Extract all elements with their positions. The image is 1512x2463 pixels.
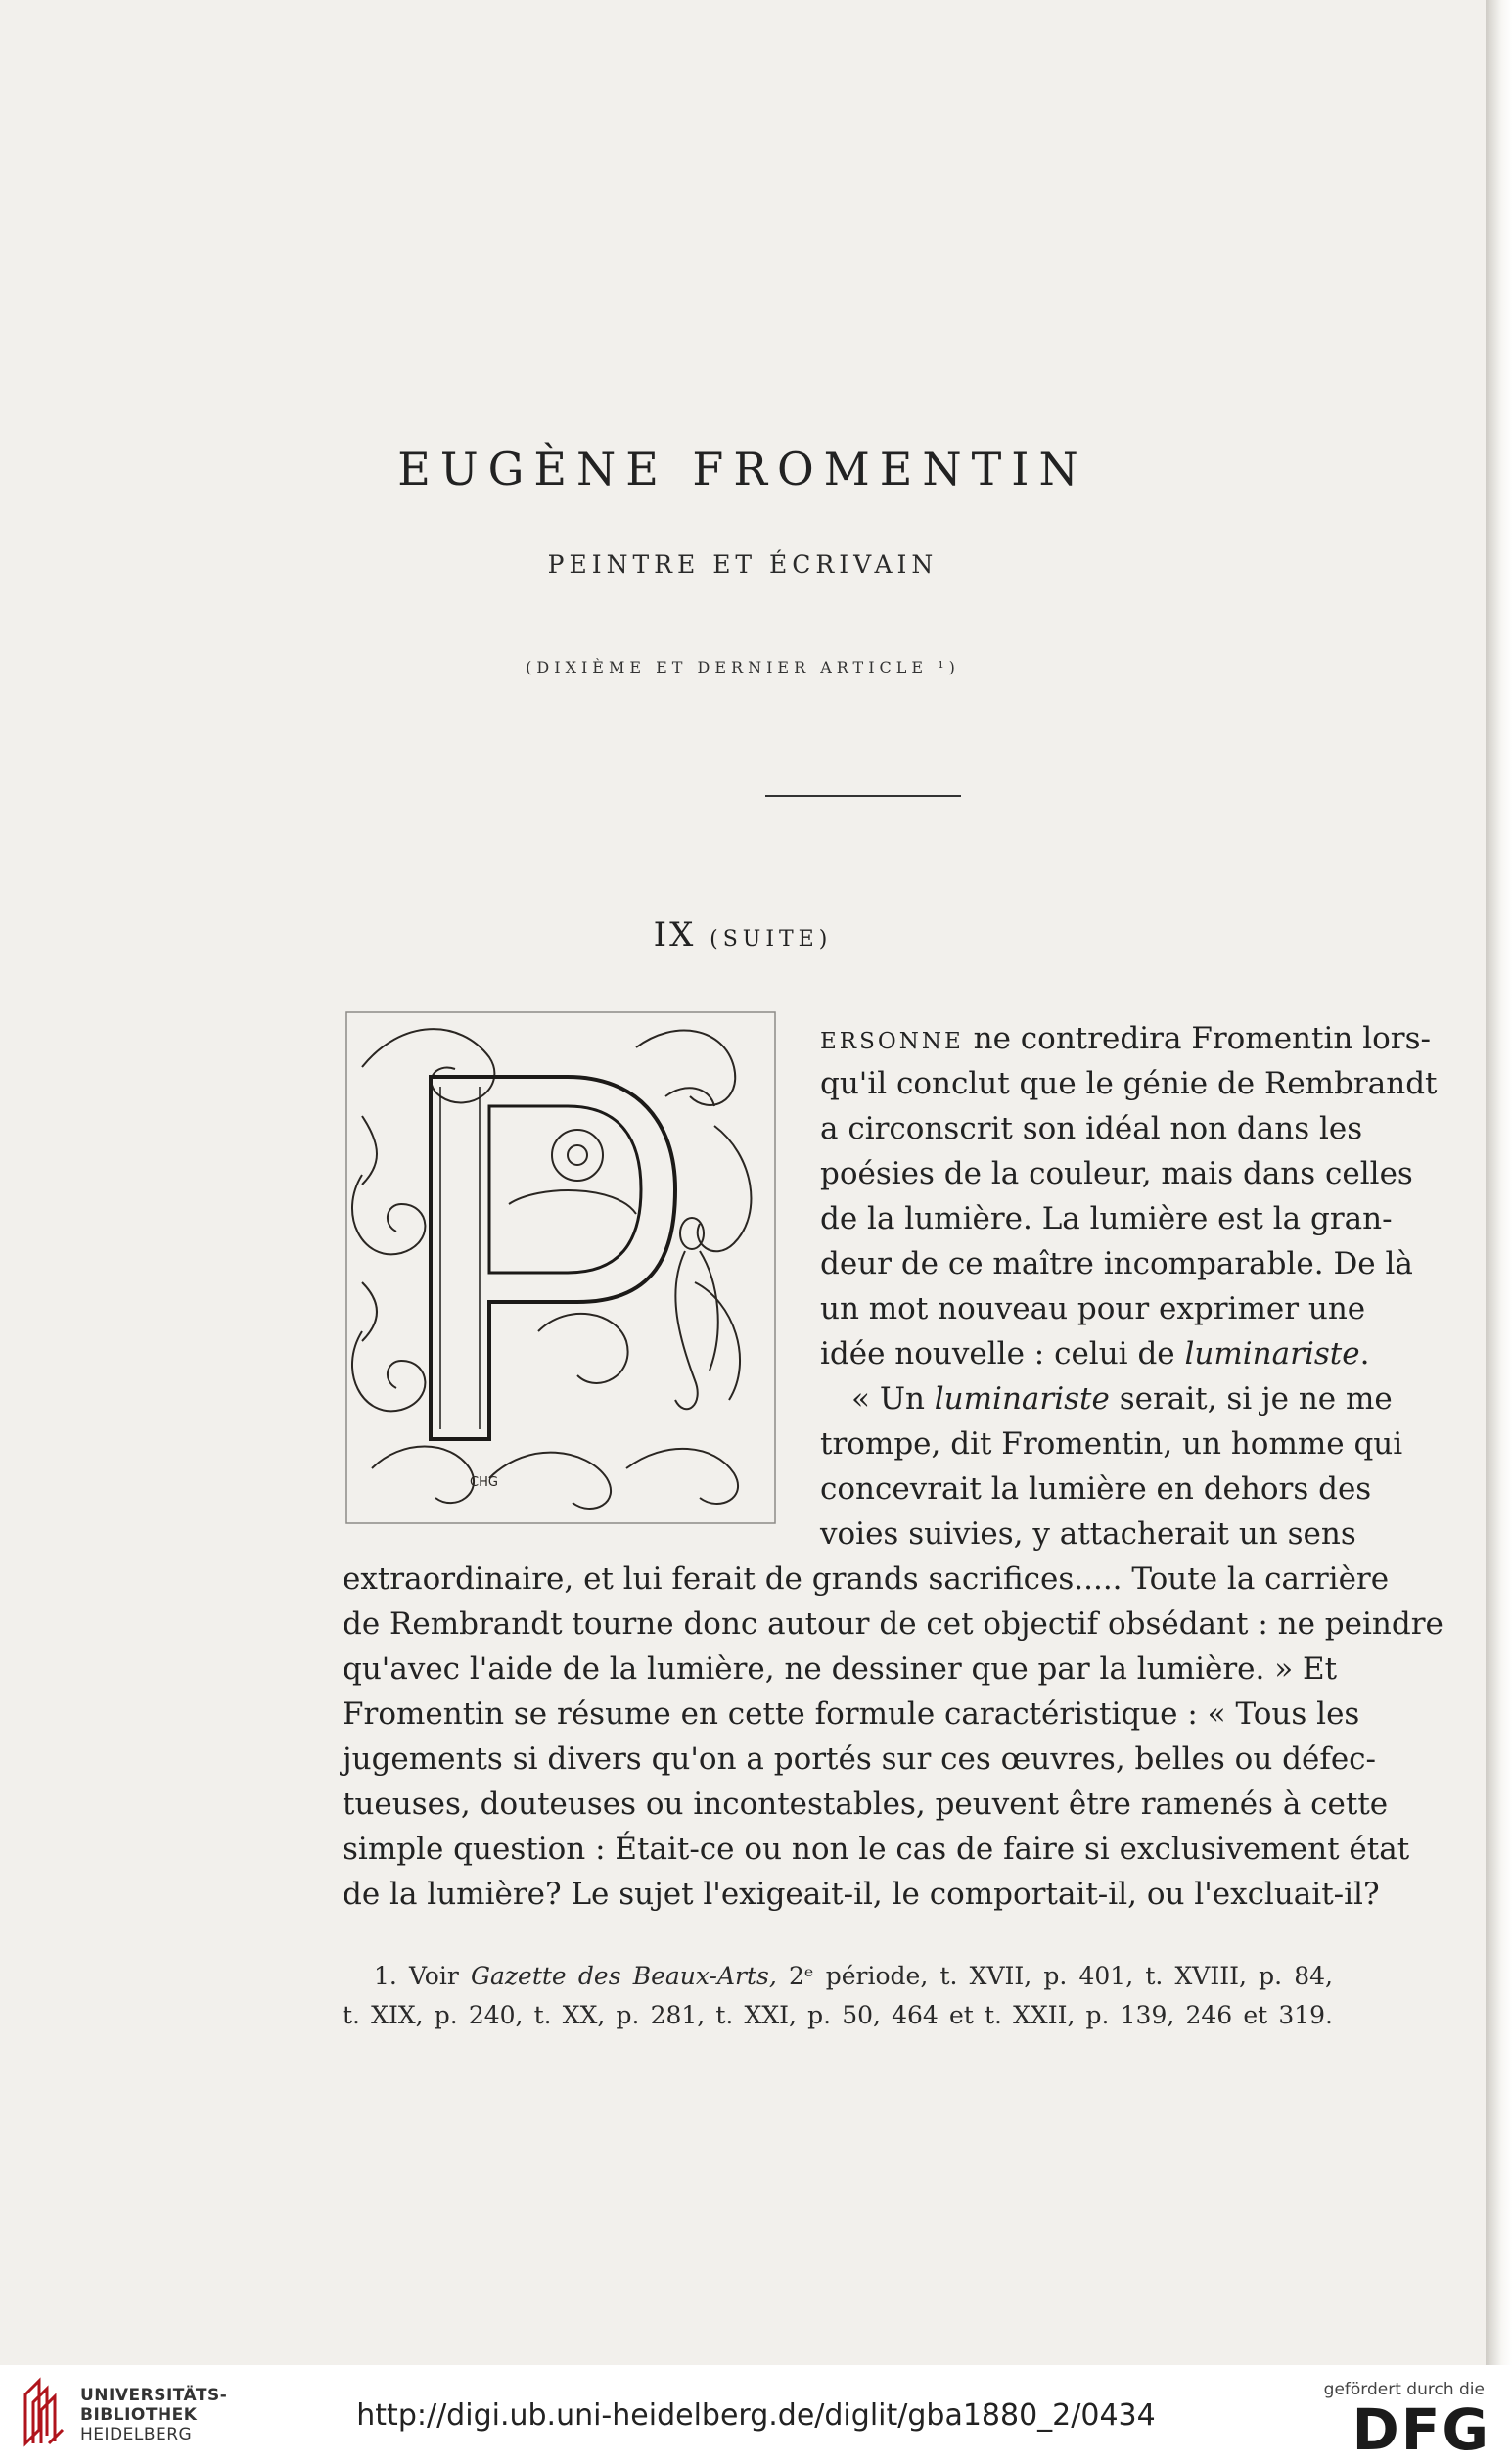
source-url-link[interactable]: http://digi.ub.uni-heidelberg.de/diglit/gba1880_2/0434 <box>356 2398 1156 2433</box>
text-line <box>851 1376 1393 1421</box>
text-fragment: Voir <box>396 1962 471 1990</box>
article-title: EUGÈNE FROMENTIN <box>397 442 1088 495</box>
text-line <box>820 1016 1431 1061</box>
text-line: de la lumière. La lumière est la gran- <box>820 1201 1393 1236</box>
text-line: trompe, dit Fromentin, un homme qui <box>820 1426 1403 1462</box>
text-line: qu'avec l'aide de la lumière, ne dessiner que par la lumière. » Et <box>343 1651 1338 1687</box>
section-numeral: IX <box>653 915 697 954</box>
text-fragment: serait, si je ne me <box>1109 1381 1393 1417</box>
footnote-line: t. XIX, p. 240, t. XX, p. 281, t. XXI, p. 50, 464 et t. XXII, p. 139, 246 et 319. <box>343 2001 1333 2029</box>
footnote-marker: 1. <box>374 1962 397 1990</box>
library-line: HEIDELBERG <box>80 2425 193 2444</box>
text-line: jugements si divers qu'on a portés sur ces œuvres, belles ou défec- <box>343 1742 1376 1777</box>
section-qualifier: (SUITE) <box>710 927 833 952</box>
text-line: deur de ce maître incomparable. De là <box>820 1246 1413 1281</box>
funder-label: gefördert durch die <box>1323 2380 1485 2399</box>
text-line: poésies de la couleur, mais dans celles <box>820 1156 1413 1191</box>
text-line: qu'il conclut que le génie de Rembrandt <box>820 1066 1438 1101</box>
text-fragment: idée nouvelle : celui de <box>820 1336 1185 1371</box>
text-fragment: 2ᵉ période, t. XVII, p. 401, t. XVIII, p. 84, <box>776 1962 1334 1990</box>
text-fragment: ne contredira Fromentin lors- <box>973 1021 1431 1056</box>
page-edge-shadow <box>1486 0 1512 2365</box>
library-line: BIBLIOTHEK <box>80 2405 198 2425</box>
text-fragment: « Un <box>851 1381 935 1417</box>
article-subtitle: PEINTRE ET ÉCRIVAIN <box>547 550 939 579</box>
text-line: simple question : Était-ce ou non le cas de faire si exclusivement état <box>343 1832 1410 1867</box>
text-line: extraordinaire, et lui ferait de grands sacrifices..... Toute la carrière <box>343 1561 1390 1597</box>
dfg-logo[interactable]: DFG <box>1352 2396 1490 2463</box>
initial-monogram: CHG <box>470 1475 498 1490</box>
text-line <box>820 1331 1370 1376</box>
text-line: concevrait la lumière en dehors des <box>820 1471 1372 1507</box>
article-note: (DIXIÈME ET DERNIER ARTICLE ¹) <box>526 658 960 676</box>
journal-title: Gazette des Beaux-Arts, <box>470 1962 777 1990</box>
ornamental-initial-p <box>343 1008 779 1527</box>
library-line: UNIVERSITÄTS- <box>80 2386 228 2405</box>
text-line: a circonscrit son idéal non dans les <box>820 1111 1363 1146</box>
section-heading <box>0 915 1486 954</box>
italic-term: luminariste <box>934 1381 1110 1417</box>
text-line: tueuses, douteuses ou incontestables, peuvent être ramenés à cette <box>343 1787 1389 1822</box>
text-line: de la lumière? Le sujet l'exigeait-il, le comportait-il, ou l'excluait-il? <box>343 1877 1380 1912</box>
text-fragment: . <box>1359 1336 1370 1371</box>
title-rule <box>765 795 961 797</box>
first-word-rest: ERSONNE <box>820 1029 964 1054</box>
italic-term: luminariste <box>1184 1336 1360 1371</box>
text-line: un mot nouveau pour exprimer une <box>820 1291 1366 1326</box>
text-line: de Rembrandt tourne donc autour de cet objectif obsédant : ne peindre <box>343 1606 1443 1642</box>
text-line: Fromentin se résume en cette formule caractéristique : « Tous les <box>343 1696 1360 1732</box>
footnote-line <box>374 1958 1333 1995</box>
text-line: voies suivies, y attacherait un sens <box>820 1516 1356 1552</box>
